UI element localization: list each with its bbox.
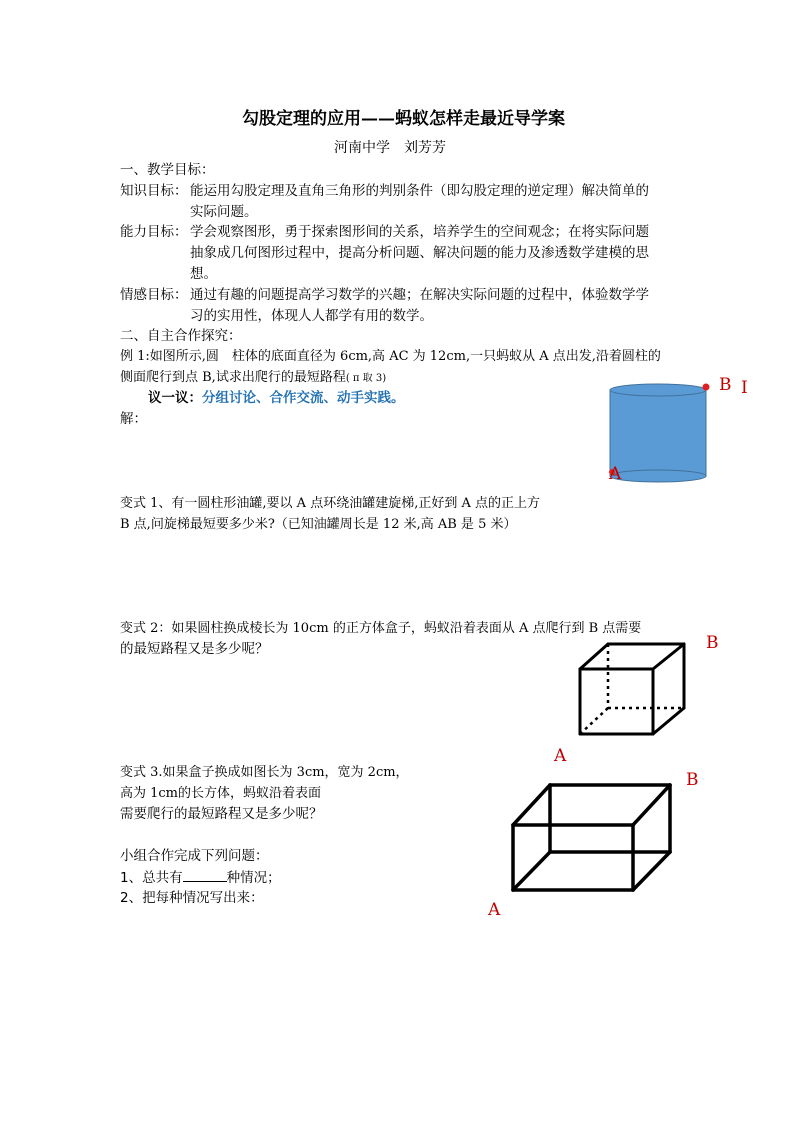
cylinder-bottom (610, 470, 706, 482)
section1-heading: 一、教学目标： (120, 162, 215, 178)
cube-edge-bottom-right (653, 708, 684, 734)
cube-label-B: B (706, 633, 719, 653)
cylinder-label-cut: I (741, 378, 748, 398)
knowledge-text-1: 能运用勾股定理及直角三角形的判别条件（即勾股定理的逆定理）解决简单的 (190, 183, 649, 199)
box-label-B: B (686, 770, 699, 790)
cylinder-label-B: B (719, 375, 732, 395)
cube-edge-top-left (580, 644, 608, 669)
page-title: 勾股定理的应用——蚂蚁怎样走最近导学案 (242, 109, 565, 129)
ability-text-3: 想。 (190, 266, 217, 282)
knowledge-label: 知识目标： (120, 183, 188, 199)
cube-figure (572, 636, 692, 746)
section2-heading: 二、自主合作探究： (120, 328, 242, 344)
cylinder-top (610, 384, 706, 396)
q1-after: 种情况； (226, 870, 281, 886)
group-question-2: 2、把每种情况写出来： (120, 890, 264, 906)
box-figure (505, 780, 685, 900)
cube-label-A: A (554, 746, 567, 766)
point-B-dot (703, 384, 710, 391)
example1-text: 侧面爬行到点 B,试求出爬行的最短路程 (120, 370, 346, 385)
ability-label: 能力目标： (120, 224, 188, 240)
variant1-line2: B 点,问旋梯最短要多少米?（已知油罐周长是 12 米,高 AB 是 5 米） (120, 517, 517, 532)
q1-before: 1、总共有 (120, 870, 183, 886)
emotion-text-1: 通过有趣的问题提高学习数学的兴趣；在解决实际问题的过程中，体验数学学 (190, 287, 649, 303)
emotion-text-2: 习的实用性，体现人人都学有用的数学。 (190, 308, 433, 324)
cylinder-label-A: A (609, 464, 622, 484)
box-edge-top-left (513, 785, 550, 825)
ability-text-1: 学会观察图形，勇于探索图形间的关系，培养学生的空间观念；在将实际问题 (190, 224, 649, 240)
discuss-line (148, 388, 405, 409)
group-heading: 小组合作完成下列问题： (120, 848, 269, 864)
variant1-line1: 变式 1、有一圆柱形油罐,要以 A 点环绕油罐建旋梯,正好到 A 点的正上方 (120, 496, 540, 511)
variant3-line2: 高为 1cm的长方体，蚂蚁沿着表面 (120, 786, 322, 801)
emotion-label: 情感目标： (120, 287, 188, 303)
cube-hidden-diagonal (580, 708, 608, 734)
box-label-A: A (488, 900, 501, 920)
cylinder-body (610, 390, 706, 476)
example1-line2 (120, 367, 386, 389)
discuss-label: 议一议： (148, 390, 202, 406)
discuss-text: 分组讨论、合作交流、动手实践。 (202, 390, 405, 406)
variant2-line2: 的最短路程又是多少呢？ (120, 641, 269, 657)
group-question-1 (120, 867, 281, 889)
q1-blank[interactable] (183, 867, 227, 882)
box-edge-bottom-left (513, 852, 550, 890)
box-edge-bottom-right (633, 852, 670, 890)
box-edge-top-right (633, 785, 670, 825)
knowledge-text-2: 实际问题。 (190, 204, 258, 220)
variant2-line1: 变式 2：如果圆柱换成棱长为 10cm 的正方体盒子，蚂蚁沿着表面从 A 点爬行到 B 点需要 (120, 621, 642, 636)
author-line: 河南中学 刘芳芳 (334, 140, 446, 156)
cube-edge-top-right (653, 644, 684, 669)
answer-label: 解： (120, 411, 147, 427)
ability-text-2: 抽象成几何图形过程中，提高分析问题、解决问题的能力及渗透数学建模的思 (190, 245, 649, 261)
example1-line1: 例 1:如图所示,圆 柱体的底面直径为 6cm,高 AC 为 12cm,一只蚂蚁从 A 点出发,沿着圆柱的 (120, 349, 661, 364)
variant3-line1: 变式 3.如果盒子换成如图长为 3cm，宽为 2cm， (120, 765, 409, 780)
pi-note: ( π 取 3) (345, 373, 387, 384)
variant3-line3: 需要爬行的最短路程又是多少呢？ (120, 806, 323, 822)
